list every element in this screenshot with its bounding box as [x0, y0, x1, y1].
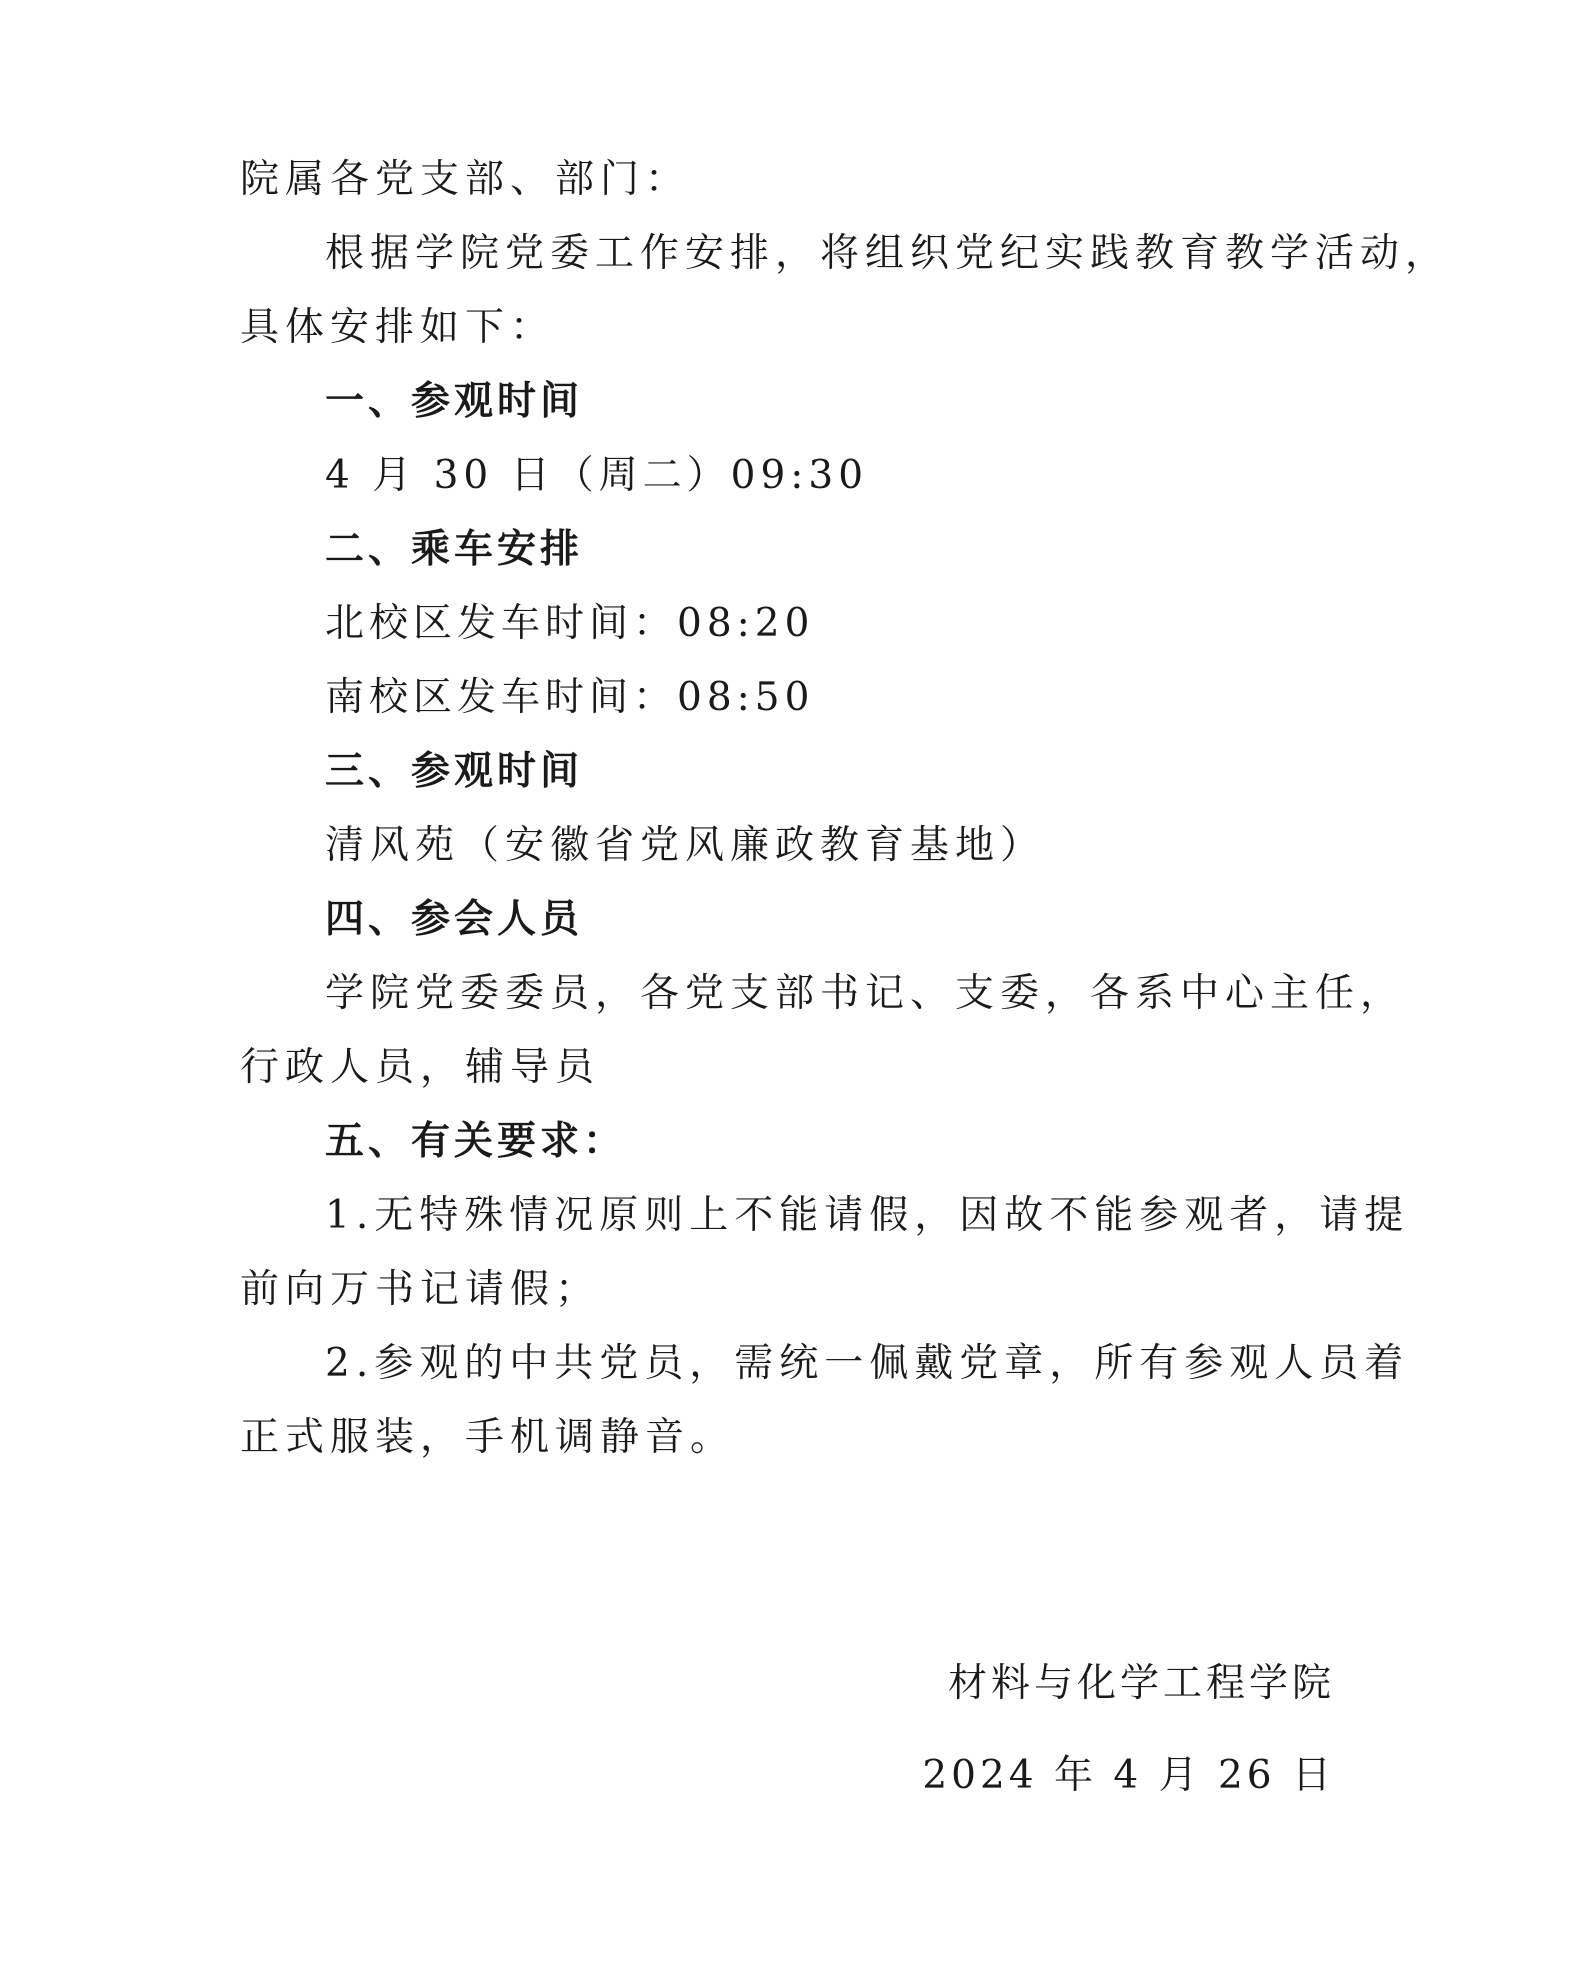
- visit-location-text: 清风苑（安徽省党风廉政教育基地）: [325, 823, 1046, 868]
- south-campus-departure: 南校区发车时间：08:50: [325, 675, 815, 720]
- intro-line-2: 具体安排如下：: [240, 305, 556, 350]
- salutation: 院属各党支部、部门：: [240, 157, 691, 202]
- section-heading-5: 五、有关要求：: [325, 1119, 627, 1164]
- signature-date: 2024 年 4 月 26 日: [922, 1753, 1335, 1798]
- section-heading-4: 四、参会人员: [325, 897, 584, 942]
- signature-organization: 材料与化学工程学院: [947, 1661, 1335, 1706]
- section-heading-2: 二、乘车安排: [325, 527, 584, 572]
- requirement-2-line-2: 正式服装，手机调静音。: [240, 1415, 736, 1460]
- north-campus-departure: 北校区发车时间：08:20: [325, 601, 815, 646]
- visit-time-text: 4 月 30 日（周二）09:30: [325, 453, 869, 498]
- intro-line-1: 根据学院党委工作安排，将组织党纪实践教育教学活动，: [325, 231, 1451, 276]
- attendees-line-2: 行政人员，辅导员: [240, 1045, 601, 1090]
- section-heading-1: 一、参观时间: [325, 379, 584, 424]
- attendees-line-1: 学院党委委员，各党支部书记、支委，各系中心主任，: [325, 971, 1406, 1016]
- requirement-1-line-1: 1.无特殊情况原则上不能请假，因故不能参观者，请提: [325, 1193, 1410, 1238]
- section-heading-3: 三、参观时间: [325, 749, 584, 794]
- requirement-2-line-1: 2.参观的中共党员，需统一佩戴党章，所有参观人员着: [325, 1341, 1410, 1386]
- requirement-1-line-2: 前向万书记请假；: [240, 1267, 601, 1312]
